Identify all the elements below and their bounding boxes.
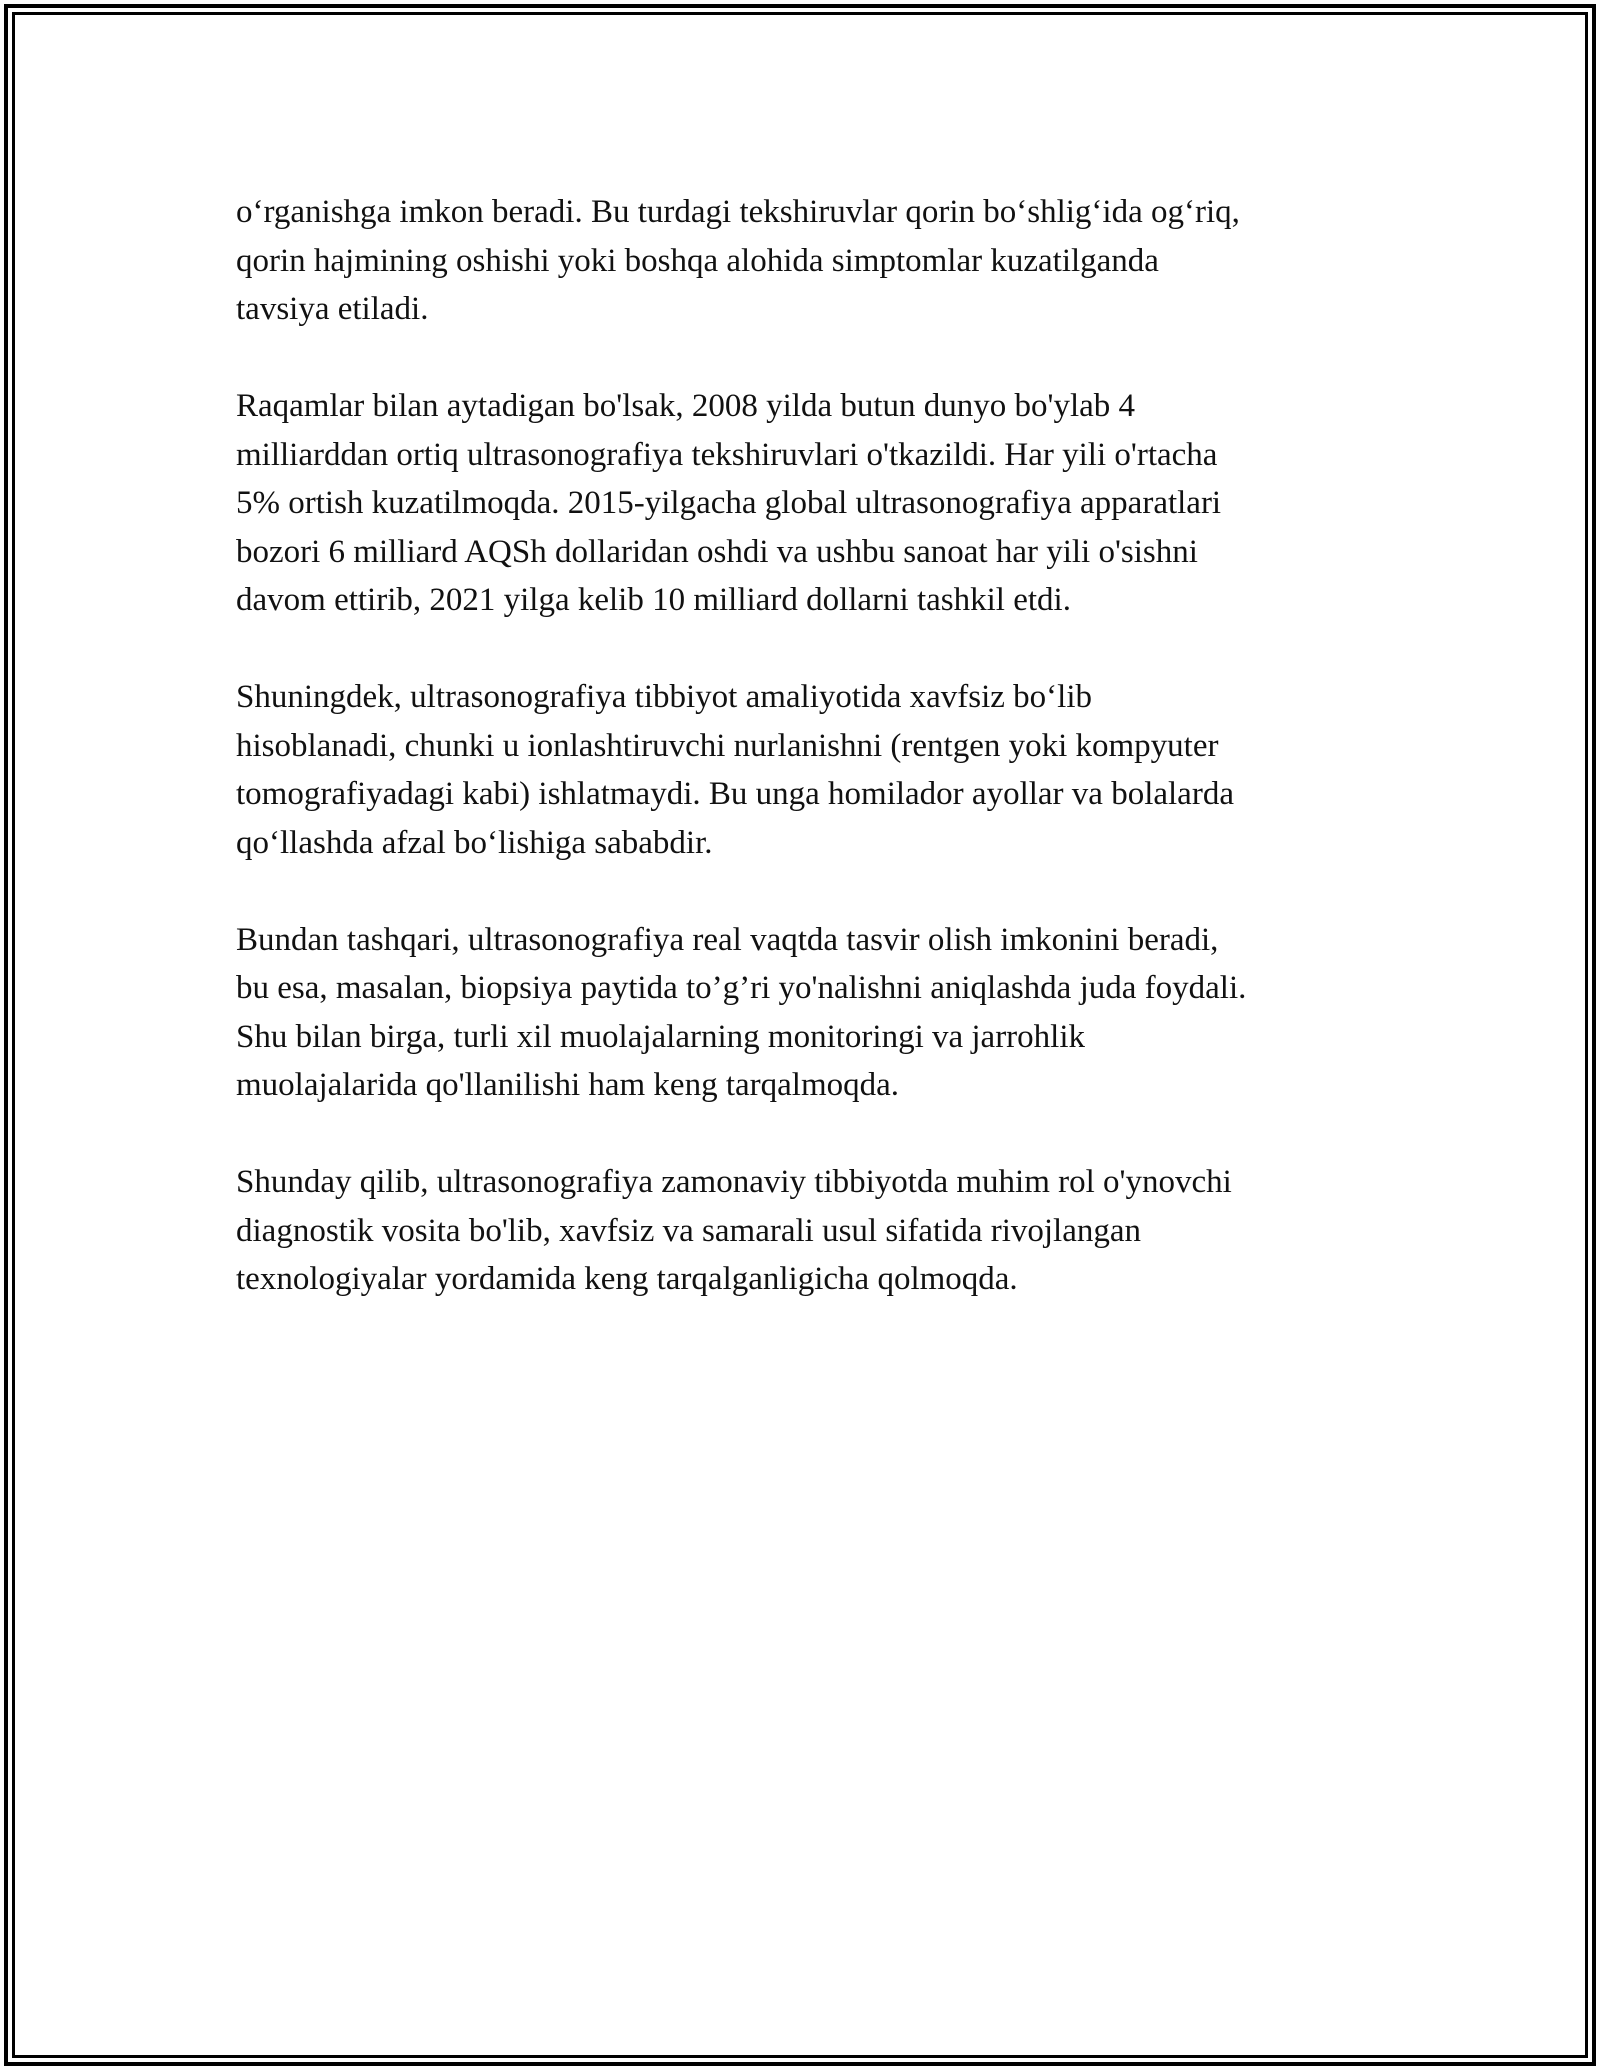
paragraph-line: Shu bilan birga, turli xil muolajalarning monitoringi va jarrohlik: [236, 1018, 1086, 1055]
paragraph-line: tomografiyadagi kabi) ishlatmaydi. Bu unga homilador ayollar va bolalarda: [236, 776, 1234, 812]
paragraph-1: [236, 188, 1376, 334]
document-body: [236, 188, 1376, 1352]
paragraph-line: davom ettirib, 2021 yilga kelib 10 milliard dollarni tashkil etdi.: [236, 582, 1071, 618]
paragraph-line: bu esa, masalan, biopsiya paytida to’g’ri yo'nalishni aniqlashda juda foydali.: [236, 970, 1247, 1006]
paragraph-line: hisoblanadi, chunki u ionlashtiruvchi nurlanishni (rentgen yoki kompyuter: [236, 727, 1219, 764]
paragraph-line: qorin hajmining oshishi yoki boshqa alohida simptomlar kuzatilganda: [236, 242, 1159, 279]
paragraph-line: milliarddan ortiq ultrasonografiya tekshiruvlari o'tkazildi. Har yili o'rtacha: [236, 436, 1218, 473]
paragraph-line: o‘rganishga imkon beradi. Bu turdagi tekshiruvlar qorin bo‘shlig‘ida og‘riq,: [236, 194, 1240, 230]
paragraph-line: Raqamlar bilan aytadigan bo'lsak, 2008 yilda butun dunyo bo'ylab 4: [236, 388, 1136, 424]
paragraph-line: diagnostik vosita bo'lib, xavfsiz va samarali usul sifatida rivojlangan: [236, 1212, 1142, 1249]
paragraph-4: [236, 916, 1376, 1110]
paragraph-line: texnologiyalar yordamida keng tarqalganligicha qolmoqda.: [236, 1261, 1018, 1297]
paragraph-line: qo‘llashda afzal bo‘lishiga sababdir.: [236, 824, 713, 861]
paragraph-2: [236, 382, 1376, 625]
paragraph-line: Bundan tashqari, ultrasonografiya real vaqtda tasvir olish imkonini beradi,: [236, 921, 1219, 958]
paragraph-line: muolajalarida qo'llanilishi ham keng tarqalmoqda.: [236, 1067, 900, 1103]
paragraph-3: [236, 673, 1376, 867]
paragraph-line: Shuningdek, ultrasonografiya tibbiyot amaliyotida xavfsiz bo‘lib: [236, 679, 1093, 715]
paragraph-line: Shunday qilib, ultrasonografiya zamonaviy tibbiyotda muhim rol o'ynovchi: [236, 1164, 1232, 1200]
paragraph-line: bozori 6 milliard AQSh dollaridan oshdi va ushbu sanoat har yili o'sishni: [236, 533, 1198, 570]
paragraph-line: tavsiya etiladi.: [236, 291, 429, 327]
paragraph-5: [236, 1158, 1376, 1304]
paragraph-line: 5% ortish kuzatilmoqda. 2015-yilgacha global ultrasonografiya apparatlari: [236, 485, 1222, 521]
